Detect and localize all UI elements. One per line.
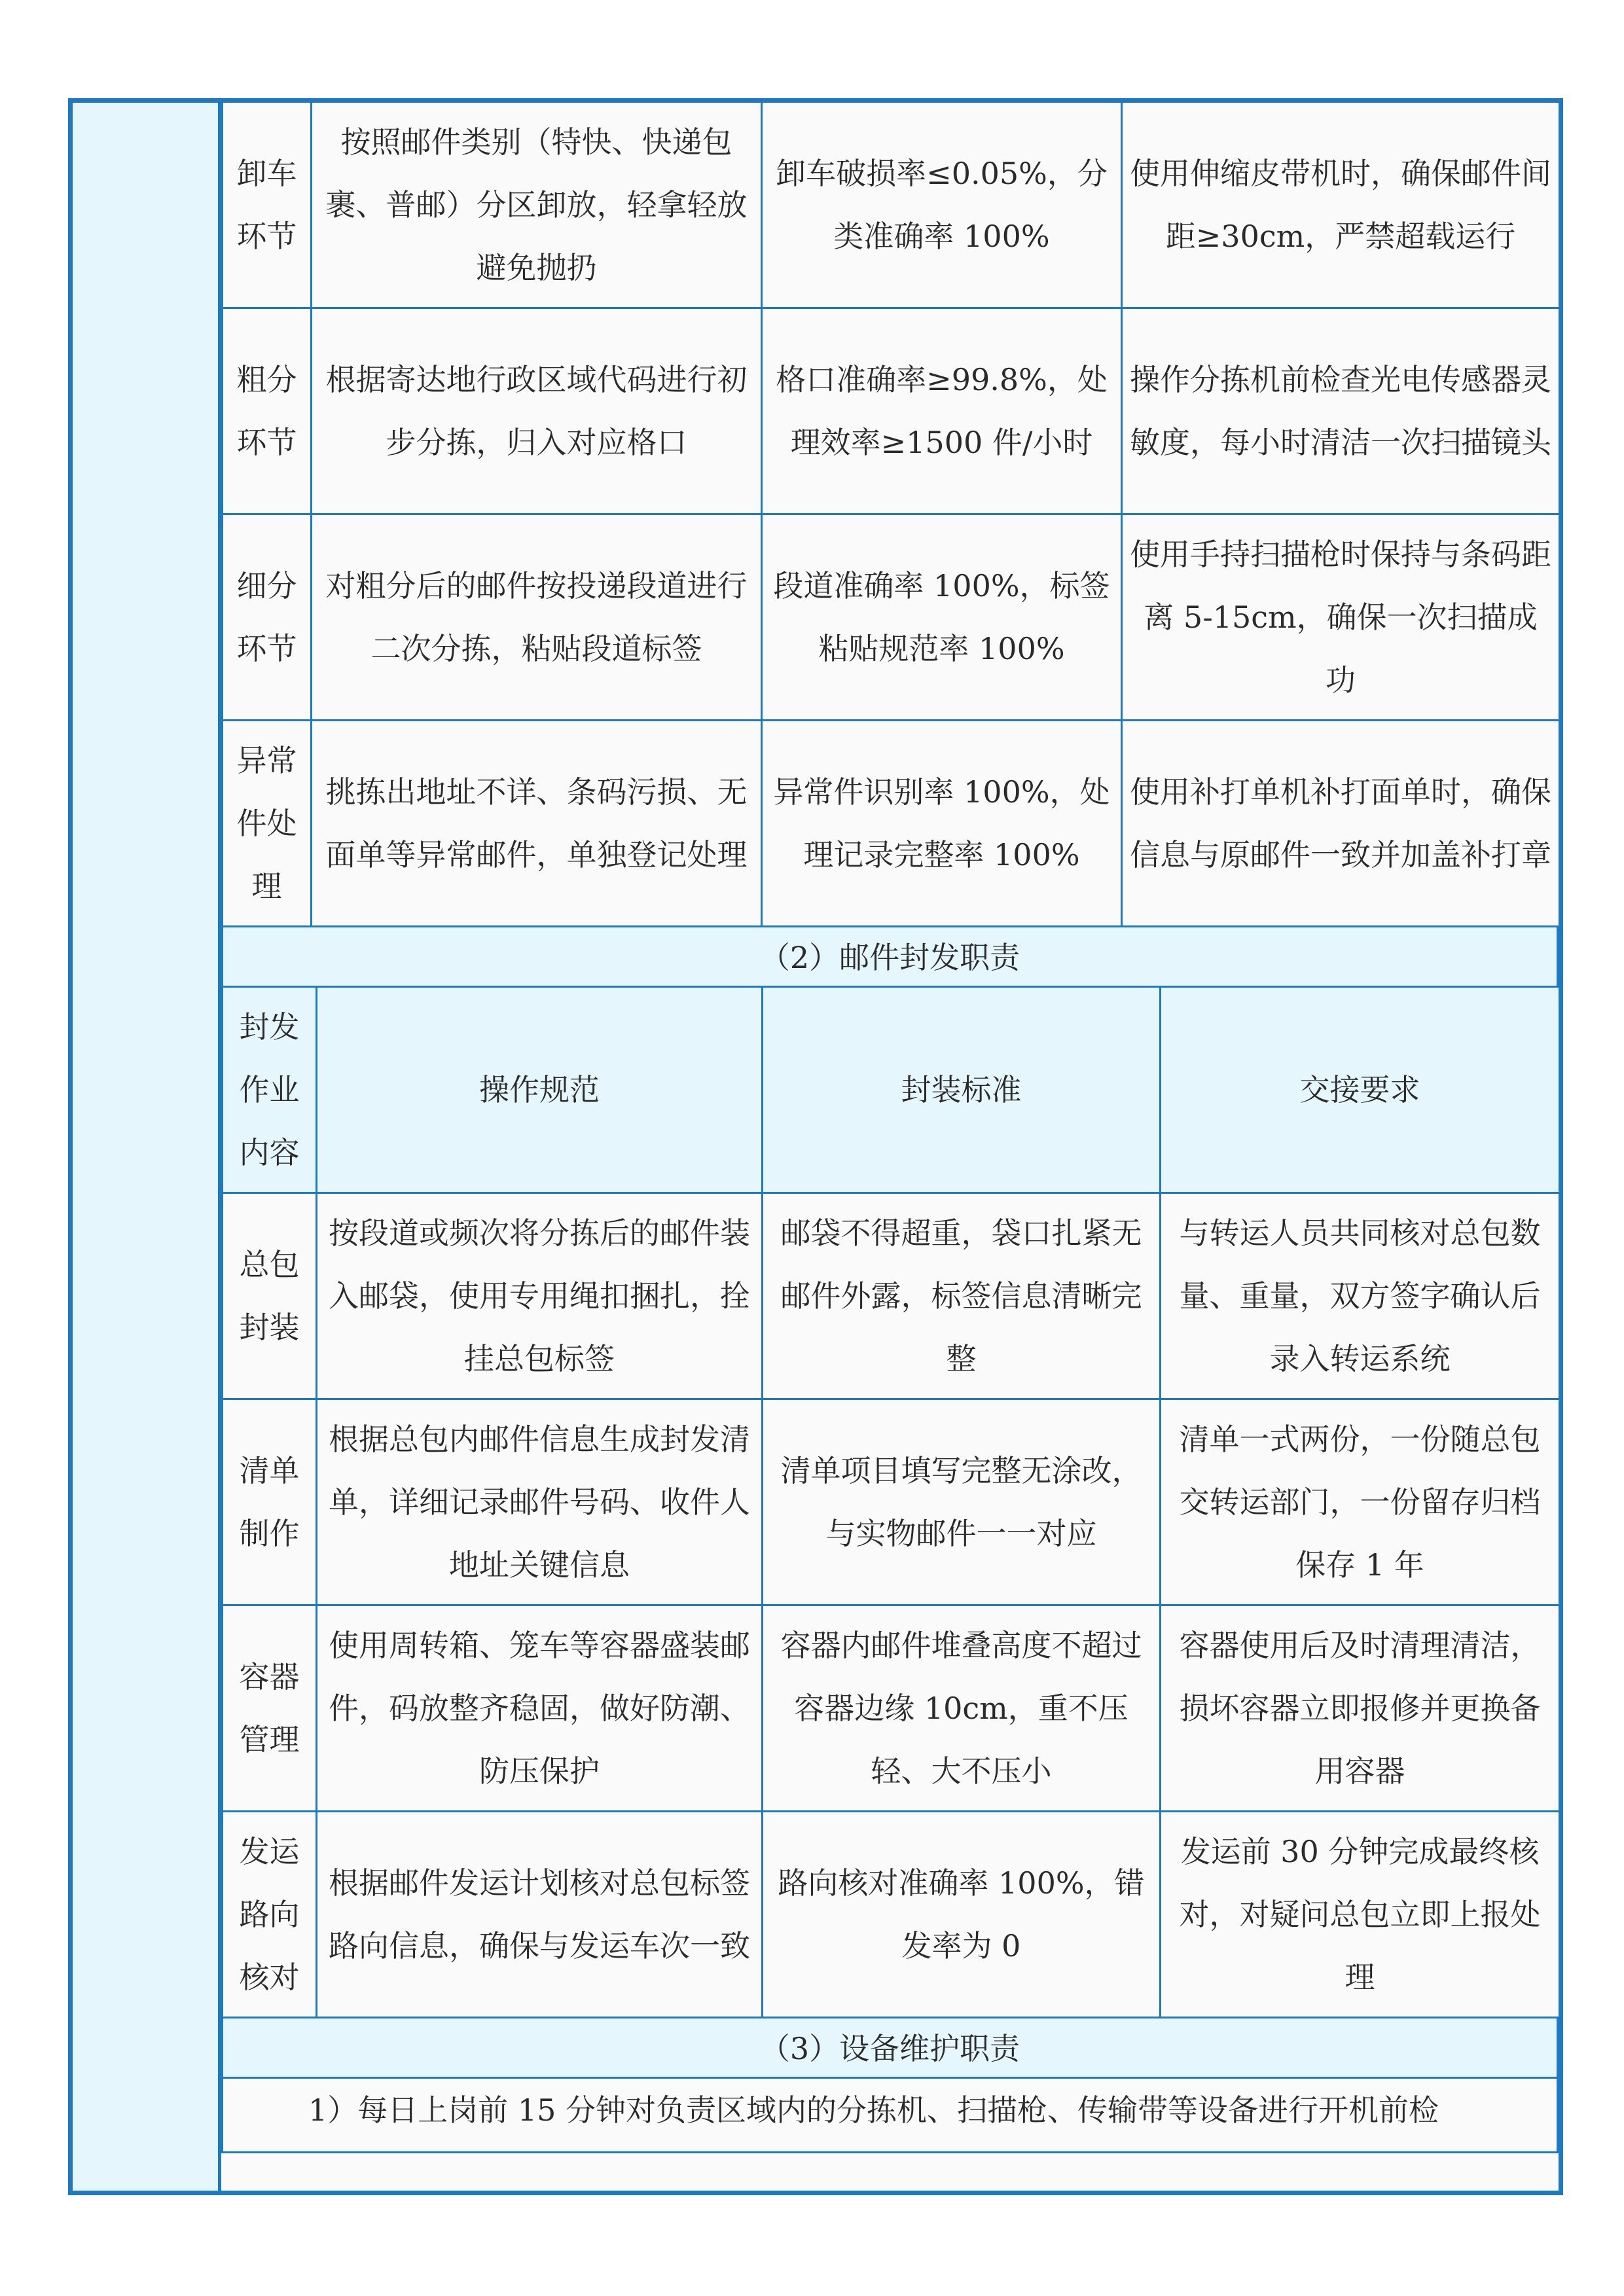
table-header-row xyxy=(223,988,1560,1193)
standard-cell: 路向核对准确率 100%，错发率为 0 xyxy=(763,1812,1161,2018)
table-row xyxy=(223,1193,1560,1399)
header-handover: 交接要求 xyxy=(1161,988,1560,1193)
stage-cell: 容器管理 xyxy=(223,1605,317,1812)
operation-cell: 按段道或频次将分拣后的邮件装入邮袋，使用专用绳扣捆扎，拴挂总包标签 xyxy=(317,1193,763,1399)
handover-cell: 容器使用后及时清理清洁，损坏容器立即报修并更换备用容器 xyxy=(1161,1605,1560,1812)
sorting-table xyxy=(221,103,1561,927)
section-title: （3）设备维护职责 xyxy=(221,2018,1559,2079)
table-row xyxy=(223,1605,1560,1812)
stage-cell: 清单制作 xyxy=(223,1399,317,1605)
maintenance-item: 1）每日上岗前 15 分钟对负责区域内的分拣机、扫描枪、传输带等设备进行开机前检 xyxy=(221,2079,1559,2153)
table-row xyxy=(223,308,1560,514)
handover-cell: 与转运人员共同核对总包数量、重量，双方签字确认后录入转运系统 xyxy=(1161,1193,1560,1399)
content-area xyxy=(221,103,1559,2191)
header-content: 封发作业内容 xyxy=(223,988,317,1193)
operation-cell: 根据邮件发运计划核对总包标签路向信息，确保与发运车次一致 xyxy=(317,1812,763,2018)
stage-cell: 粗分环节 xyxy=(223,308,312,514)
operation-cell: 根据总包内邮件信息生成封发清单，详细记录邮件号码、收件人地址关键信息 xyxy=(317,1399,763,1605)
stage-cell: 卸车环节 xyxy=(223,103,312,308)
section-title: （2）邮件封发职责 xyxy=(221,927,1559,988)
note-cell: 使用手持扫描枪时保持与条码距离 5-15cm，确保一次扫描成功 xyxy=(1122,514,1560,721)
standard-cell: 格口准确率≥99.8%，处理效率≥1500 件/小时 xyxy=(762,308,1122,514)
operation-cell: 按照邮件类别（特快、快递包裹、普邮）分区卸放，轻拿轻放避免抛扔 xyxy=(312,103,762,308)
header-operation: 操作规范 xyxy=(317,988,763,1193)
note-cell: 操作分拣机前检查光电传感器灵敏度，每小时清洁一次扫描镜头 xyxy=(1122,308,1560,514)
stage-cell: 细分环节 xyxy=(223,514,312,721)
standard-cell: 清单项目填写完整无涂改，与实物邮件一一对应 xyxy=(763,1399,1161,1605)
header-standard: 封装标准 xyxy=(763,988,1161,1193)
standard-cell: 卸车破损率≤0.05%，分类准确率 100% xyxy=(762,103,1122,308)
operation-cell: 对粗分后的邮件按投递段道进行二次分拣，粘贴段道标签 xyxy=(312,514,762,721)
document-frame xyxy=(68,98,1563,2195)
standard-cell: 邮袋不得超重，袋口扎紧无邮件外露，标签信息清晰完整 xyxy=(763,1193,1161,1399)
table-row xyxy=(223,1399,1560,1605)
handover-cell: 清单一式两份，一份随总包交转运部门，一份留存归档保存 1 年 xyxy=(1161,1399,1560,1605)
operation-cell: 挑拣出地址不详、条码污损、无面单等异常邮件，单独登记处理 xyxy=(312,721,762,927)
standard-cell: 容器内邮件堆叠高度不超过容器边缘 10cm，重不压轻、大不压小 xyxy=(763,1605,1161,1812)
dispatch-table xyxy=(221,988,1561,2018)
operation-cell: 使用周转箱、笼车等容器盛装邮件，码放整齐稳固，做好防潮、防压保护 xyxy=(317,1605,763,1812)
table-row xyxy=(223,1812,1560,2018)
table-row xyxy=(223,721,1560,927)
handover-cell: 发运前 30 分钟完成最终核对，对疑问总包立即上报处理 xyxy=(1161,1812,1560,2018)
left-category-column xyxy=(73,103,221,2191)
standard-cell: 段道准确率 100%，标签粘贴规范率 100% xyxy=(762,514,1122,721)
standard-cell: 异常件识别率 100%，处理记录完整率 100% xyxy=(762,721,1122,927)
stage-cell: 异常件处理 xyxy=(223,721,312,927)
stage-cell: 发运路向核对 xyxy=(223,1812,317,2018)
note-cell: 使用伸缩皮带机时，确保邮件间距≥30cm，严禁超载运行 xyxy=(1122,103,1560,308)
operation-cell: 根据寄达地行政区域代码进行初步分拣，归入对应格口 xyxy=(312,308,762,514)
table-row xyxy=(223,514,1560,721)
note-cell: 使用补打单机补打面单时，确保信息与原邮件一致并加盖补打章 xyxy=(1122,721,1560,927)
table-row xyxy=(223,103,1560,308)
stage-cell: 总包封装 xyxy=(223,1193,317,1399)
